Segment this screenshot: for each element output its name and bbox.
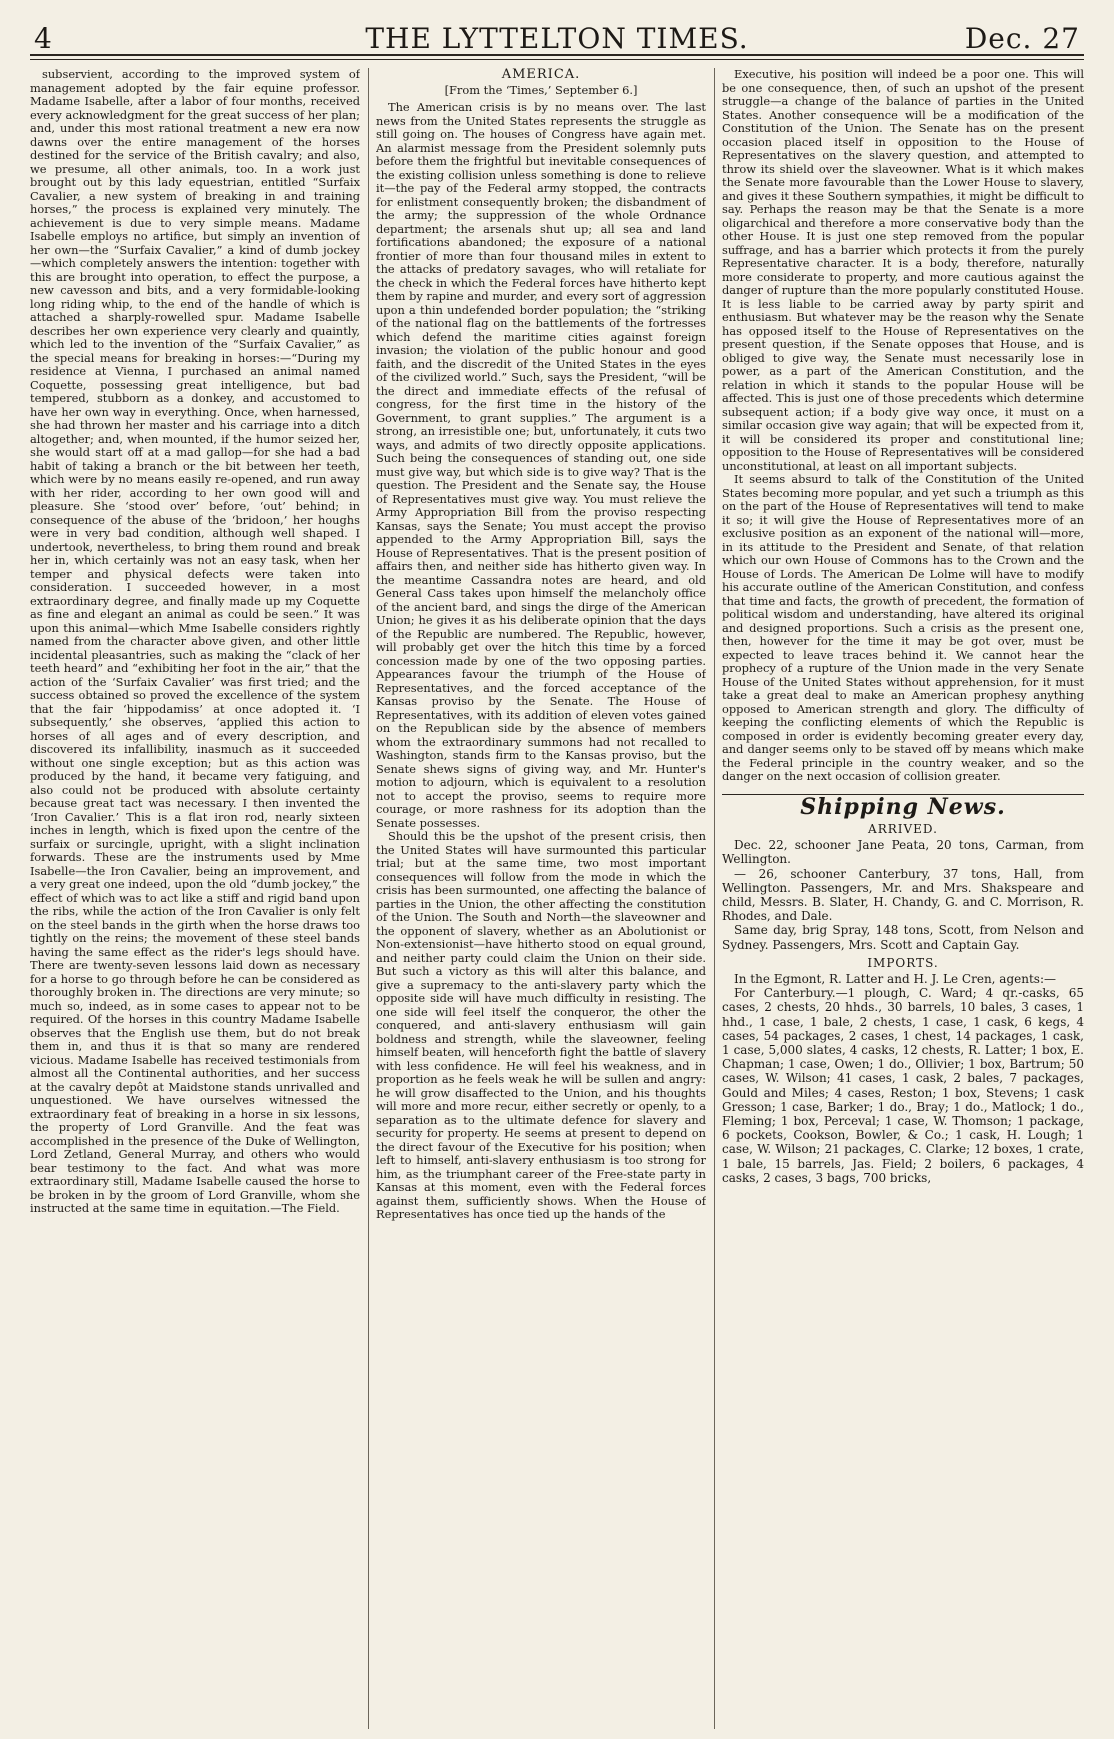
masthead-rule (30, 59, 1084, 60)
page-number: 4 (34, 22, 52, 55)
column-divider (714, 68, 715, 1729)
column-2 (376, 68, 706, 1729)
masthead (30, 20, 1084, 56)
import-entry: For Canterbury.—1 plough, C. Ward; 4 qr.-casks, 65 cases, 2 chests, 20 hhds., 30 barrels, 10 bales, 3 cases, 1 hhd., 1 case, 1 bale, 2 chests, 1 case, 1 cask, 6 kegs, 4 cases, 54 packages, 2 cases, 1 chest, 14 packages, 1 cask, 1 case, 5,000 slates, 4 casks, 12 chests, R. Latter; 1 box, E. Chapman; 1 case, Owen; 1 do., Ollivier; 1 box, Bartrum; 50 cases, W. Wilson; 41 cases, 1 cask, 2 bales, 7 packages, Gould and Miles; 4 cases, Reston; 1 box, Stevens; 1 cask Gresson; 1 case, Barker; 1 do., Bray; 1 do., Matlock; 1 do., Fleming; 1 box, Perceval; 1 case, W. Thomson; 1 package, 6 pockets, Cookson, Bowler, & Co.; 1 cask, H. Lough; 1 case, W. Wilson; 21 packages, C. Clarke; 12 boxes, 1 crate, 1 bale, 15 barrels, Jas. Field; 2 boilers, 6 packages, 4 casks, 2 cases, 3 bags, 700 bricks, (722, 986, 1084, 1185)
arrival-entry: — 26, schooner Canterbury, 37 tons, Hall, from Wellington. Passengers, Mr. and Mrs. Shakspeare and child, Messrs. B. Slater, H. Chandy, G. and C. Morrison, R. Rhodes, and Dale. (722, 866, 1084, 924)
column-divider (368, 68, 369, 1729)
article-source: [From the ‘Times,’ September 6.] (444, 82, 638, 97)
article-paragraph: subservient, according to the improved system of management adopted by the fair equine professor. Madame Isabelle, after a labor of four months, received every acknowledgment for the great success of her plan; and, under this most rational treatment a new era now dawns over the entire management of the horses destined for the service of the British cavalry; and also, we presume, all other animals, too. In a work just brought out by this lady equestrian, entitled “Surfaix Cavalier, a new system of breaking in and training horses,” the process is explained very minutely. The achievement is due to very simple means. Madame Isabelle employs no artifice, but simply an invention of her own—the “Surfaix Cavalier,” a kind of dumb jockey—which completely answers the intention: together with this are brought into operation, to effect the purpose, a new cavesson and bits, and a very formidable-looking long riding whip, to the end of the handle of which is attached a sharply-rowelled spur. Madame Isabelle describes her own experience very clearly and quaintly, which led to the invention of the “Surfaix Cavalier,” as the special means for breaking in horses:—“During my residence at Vienna, I purchased an animal named Coquette, possessing great intelligence, but bad tempered, stubborn as a donkey, and accustomed to have her own way in everything. Once, when harnessed, she had thrown her master and his carriage into a ditch altogether; and, when mounted, if the humor seized her, she would start off at a mad gallop—for she had a bad habit of taking a branch or the bit between her teeth, which were by no means easily re-opened, and run away with her rider, according to her own good will and pleasure. She ‘stood over’ before, ‘out’ behind; in consequence of the abuse of the ‘bridoon,’ her houghs were in very bad condition, although well shaped. I undertook, nevertheless, to bring them round and break her in, which certainly was not an easy task, when her temper and physical defects were taken into consideration. I succeeded however, in a most extraordinary degree, and finally made up my Coquette as fine and elegant an animal as could be seen.” It was upon this animal—which Mme Isabelle considers rightly named from the character above given, and other little incidental pleasantries, such as making the “clack of her teeth heard” and “exhibiting her foot in the air,” that the action of the ‘Surfaix Cavalier’ was first tried; and the success obtained so proved the excellence of the system that the fair ‘hippodamiss’ at once adopted it. ‘I subsequently,’ she observes, ‘applied this action to horses of all ages and of every description, and discovered its infallibility, inasmuch as it succeeded without one single exception; but as this action was produced by the hand, it became very fatiguing, and also could not be produced with absolute certainty because great tact was necessary. I then invented the ‘Iron Cavalier.’ This is a flat iron rod, nearly sixteen inches in length, which is fixed upon the centre of the surfaix or surcingle, upright, with a slight inclination forwards. These are the instruments used by Mme Isabelle—the Iron Cavalier, being an improvement, and a very great one indeed, upon the old “dumb jockey,” the effect of which was to act like a stiff and rigid band upon the ribs, while the action of the Iron Cavalier is only felt on the steel bands in the girth when the horse draws too tightly on the reins; the movement of these steel bands having the same effect as the rider's legs should have. There are twenty-seven lessons laid down as necessary for a horse to go through before he can be considered as thoroughly broken in. The directions are very minute; so much so, indeed, as in some cases to appear not to be required. Of the horses in this country Madame Isabelle observes that the English use them, but do not break them in, and thus it is that so many are rendered vicious. Madame Isabelle has received testimonials from almost all the Continental authorities, and her success at the cavalry depôt at Maidstone stands unrivalled and unquestioned. We have ourselves witnessed the extraordinary feat of breaking in a horse in six lessons, the property of Lord Granville. And the feat was accomplished in the presence of the Duke of Wellington, Lord Zetland, General Murray, and others who would bear testimony to the fact. And what was more extraordinary still, Madame Isabelle caused the horse to be broken in by the groom of Lord Granville, whom she instructed at the same time in equitation.—The Field. (30, 68, 360, 1215)
article-paragraph: Should this be the upshot of the present crisis, then the United States will have surmounted this particular trial; but at the same time, two most important consequences will follow from the mode in which the crisis has been surmounted, one affecting the balance of parties in the Union, the other affecting the constitution of the Union. The South and North—the slaveowner and the opponent of slavery, whether as an Abolutionist or Non-extensionist—have hitherto stood on equal ground, and neither party could claim the Union on their side. But such a victory as this will alter this balance, and give a supremacy to the anti-slavery party which the opposite side will have much difficulty in resisting. The one side will feel itself the conqueror, the other the conquered, and anti-slavery enthusiasm will gain boldness and strength, while the slaveowner, feeling himself beaten, will henceforth fight the battle of slavery with less confidence. He will feel his weakness, and in proportion as he feels weak he will be sullen and angry: he will grow disaffected to the Union, and his thoughts will more and more recur, either secretly or openly, to a separation as to the ultimate defence for slavery and security for property. He seems at present to depend on the direct favour of the Executive for his position; when left to himself, anti-slavery enthusiasm is too strong for him, as the triumphant career of the Free-state party in Kansas at this moment, even with the Federal forces against them, sufficiently shows. When the House of Representatives has once tied up the hands of the (376, 829, 706, 1221)
column-1 (30, 68, 360, 1729)
column-3 (722, 68, 1084, 1729)
article-paragraph: Executive, his position will indeed be a poor one. This will be one consequence, then, of such an upshot of the present struggle—a change of the balance of parties in the United States. Another consequence will be a modification of the Constitution of the Union. The Senate has on the present occasion placed itself in opposition to the House of Representatives on the slavery question, and attempted to throw its shield over the slaveowner. What is it which makes the Senate more favourable than the Lower House to slavery, and gives it these Southern sympathies, it might be difficult to say. Perhaps the reason may be that the Senate is a more oligarchical and therefore a more conservative body than the other House. It is just one step removed from the popular suffrage, and has a barrier which protects it from the purely Representative character. It is a body, therefore, naturally more considerate to property, and more cautious against the danger of rupture than the more popularly constituted House. It is less liable to be carried away by party spirit and enthusiasm. But whatever may be the reason why the Senate has opposed itself to the House of Representatives on the present question, if the Senate opposes that House, and is obliged to give way, the Senate must necessarily lose in power, as a part of the American Constitution, and the relation in which it stands to the popular House will be affected. This is just one of those precedents which determine subsequent action; if a body give way once, it must on a similar occasion give way again; that will be expected from it, it will be considered its proper and constitutional line; opposition to the House of Representatives will be considered unconstitutional, at least on all important subjects. (722, 68, 1084, 473)
article-paragraph: The American crisis is by no means over. The last news from the United States represents the struggle as still going on. The houses of Congress have again met. An alarmist message from the President solemnly puts before them the frightful but inevitable consequences of the existing collision unless something is done to relieve it—the pay of the Federal army stopped, the contracts for enlistment consequently broken; the disbandment of the army; the suppression of the whole Ordnance department; the arsenals shut up; all sea and land fortifications abandoned; the exposure of a national frontier of more than four thousand miles in extent to the attacks of predatory savages, who will retaliate for the check in which the Federal forces have hitherto kept them by rapine and murder, and every sort of aggression upon a thin undefended border population; the “striking of the national flag on the battlements of the fortresses which defend the maritime cities against foreign invasion; the violation of the public honour and good faith, and the discredit of the United States in the eyes of the civilized world.” Such, says the President, “will be the direct and immediate effects of the refusal of congress, for the first time in the history of the Government, to grant supplies.” The argument is a strong, an irresistible one; but, unfortunately, it cuts two ways, and admits of two directly opposite applications. Such being the consequences of standing out, one side must give way, but which side is to give way? That is the question. The President and the Senate say, the House of Representatives must give way. You must relieve the Army Appropriation Bill from the proviso respecting Kansas, says the Senate; You must accept the proviso appended to the Army Appropriation Bill, says the House of Representatives. That is the present position of affairs then, and neither side has hitherto given way. In the meantime Cassandra notes are heard, and old General Cass takes upon himself the melancholy office of the ancient bard, and sings the dirge of the American Union; he gives it as his deliberate opinion that the days of the Republic are numbered. The Republic, however, will probably get over the hitch this time by a forced concession made by one of the two opposing parties. Appearances favour the triumph of the House of Representatives, and the forced acceptance of the Kansas proviso by the Senate. The House of Representatives, with its addition of eleven votes gained on the Republican side by the absence of members whom the extraordinary summons had not recalled to Washington, stands firm to the Kansas proviso, but the Senate shews signs of giving way, and Mr. Hunter's motion to adjourn, which is equivalent to a resolution not to accept the proviso, seems to require more courage, or more rashness for its adoption than the Senate possesses. (376, 100, 706, 830)
arrival-entry: Same day, brig Spray, 148 tons, Scott, from Nelson and Sydney. Passengers, Mrs. Scott and Captain Gay. (722, 923, 1084, 952)
newspaper-title: THE LYTTELTON TIMES. (365, 22, 749, 55)
shipping-news-section (722, 793, 1084, 1186)
imports-label: IMPORTS. (867, 955, 939, 970)
issue-date: Dec. 27 (964, 22, 1080, 55)
article-paragraph: It seems absurd to talk of the Constitution of the United States becoming more popular, and yet such a triumph as this on the part of the House of Representatives will tend to make it so; it will give the House of Representatives more of an exclusive position as an exponent of the national will—more, in its attitude to the President and Senate, of that relation which our own House of Commons has to the Crown and the House of Lords. The American De Lolme will have to modify his accurate outline of the American Constitution, and confess that time and facts, the growth of precedent, the formation of political wisdom and understanding, have altered its original and designed proportions. Such a crisis as the present one, then, however for the time it may be got over, must be expected to leave traces behind it. We cannot hear the prophecy of a rupture of the Union made in the very Senate House of the United States without apprehension, for it must take a great deal to make an American prophesy anything opposed to American strength and glory. The difficulty of keeping the conflicting elements of which the Republic is composed in order is evidently becoming greater every day, and danger seems only to be staved off by means which make the Federal principle in the country weaker, and so the danger on the next occasion of collision greater. (722, 472, 1084, 783)
article-heading: AMERICA. (501, 68, 581, 82)
arrival-entry: Dec. 22, schooner Jane Peata, 20 tons, Carman, from Wellington. (722, 838, 1084, 867)
arrived-label: ARRIVED. (868, 822, 938, 836)
shipping-news-heading: Shipping News. (800, 793, 1006, 820)
import-entry: In the Egmont, R. Latter and H. J. Le Cren, agents:— (734, 972, 1056, 987)
